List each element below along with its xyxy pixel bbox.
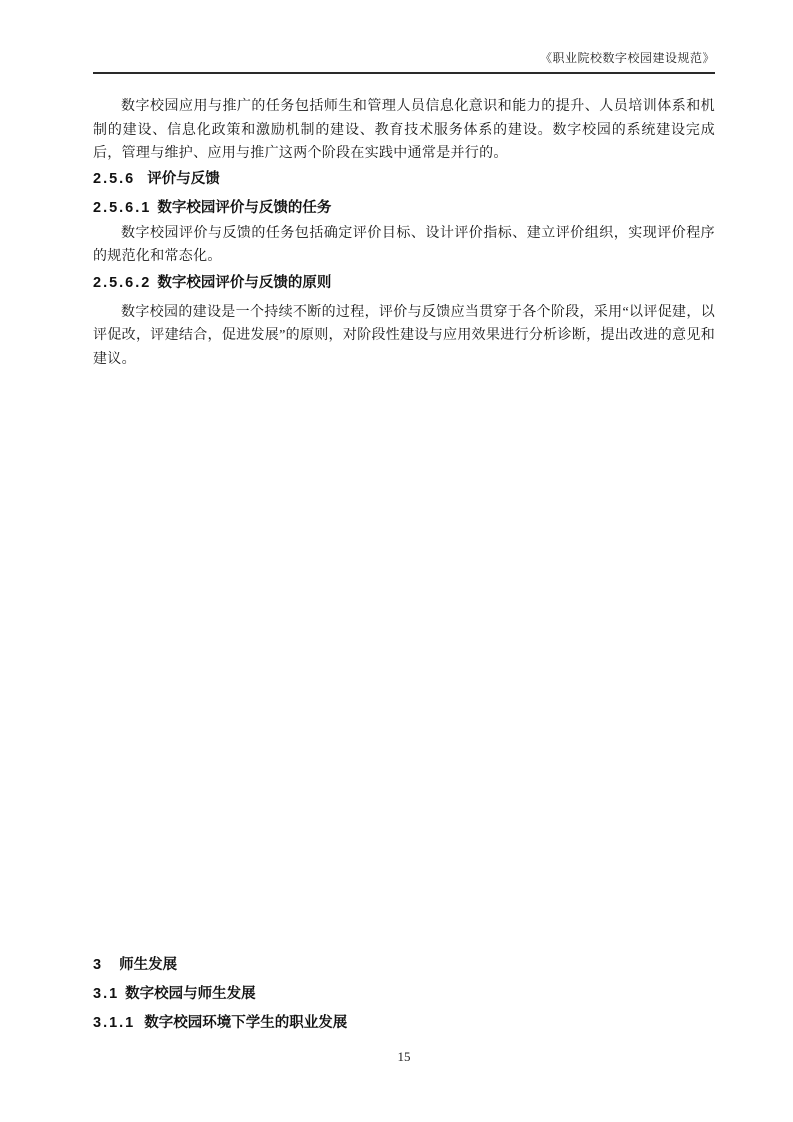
heading-title: 评价与反馈 <box>147 170 220 187</box>
heading-2-5-6-1 <box>93 197 715 219</box>
paragraph-application-promotion: 数字校园应用与推广的任务包括师生和管理人员信息化意识和能力的提升、人员培训体系和机制的建设、信息化政策和激励机制的建设、教育技术服务体系的建设。数字校园的系统建设完成后，管理与维护、应用与推广这两个阶段在实践中通常是并行的。 <box>93 99 715 161</box>
heading-3-1-1 <box>93 1012 715 1034</box>
heading-title: 数字校园评价与反馈的原则 <box>157 274 332 291</box>
heading-number: 2.5.6.1 <box>93 199 152 216</box>
page-number: 15 <box>397 1049 411 1064</box>
page-header <box>93 52 715 74</box>
heading-title: 师生发展 <box>119 957 178 973</box>
header-doc-title: 《职业院校数字校园建设规范》 <box>539 51 715 65</box>
heading-number: 3.1.1 <box>93 1015 136 1031</box>
heading-title: 数字校园评价与反馈的任务 <box>157 199 332 216</box>
paragraph-evaluation-tasks: 数字校园评价与反馈的任务包括确定评价目标、设计评价指标、建立评价组织，实现评价程序的规范化和常态化。 <box>93 225 715 264</box>
paragraph-evaluation-principles: 数字校园的建设是一个持续不断的过程，评价与反馈应当贯穿于各个阶段，采用“以评促建，以评促改，评建结合，促进发展”的原则，对阶段性建设与应用效果进行分析诊断，提出改进的意见和建议。 <box>93 304 715 367</box>
heading-2-5-6-2 <box>93 272 715 294</box>
heading-3-1 <box>93 983 715 1005</box>
page-footer <box>93 1048 715 1066</box>
heading-number: 3.1 <box>93 986 120 1002</box>
heading-number: 2.5.6 <box>93 170 136 187</box>
heading-title: 数字校园与师生发展 <box>125 986 256 1002</box>
heading-3 <box>93 954 715 976</box>
heading-number: 2.5.6.2 <box>93 274 152 291</box>
heading-number: 3 <box>93 957 104 973</box>
heading-2-5-6 <box>93 168 715 190</box>
heading-title: 数字校园环境下学生的职业发展 <box>144 1015 348 1031</box>
header-rule <box>93 72 715 74</box>
